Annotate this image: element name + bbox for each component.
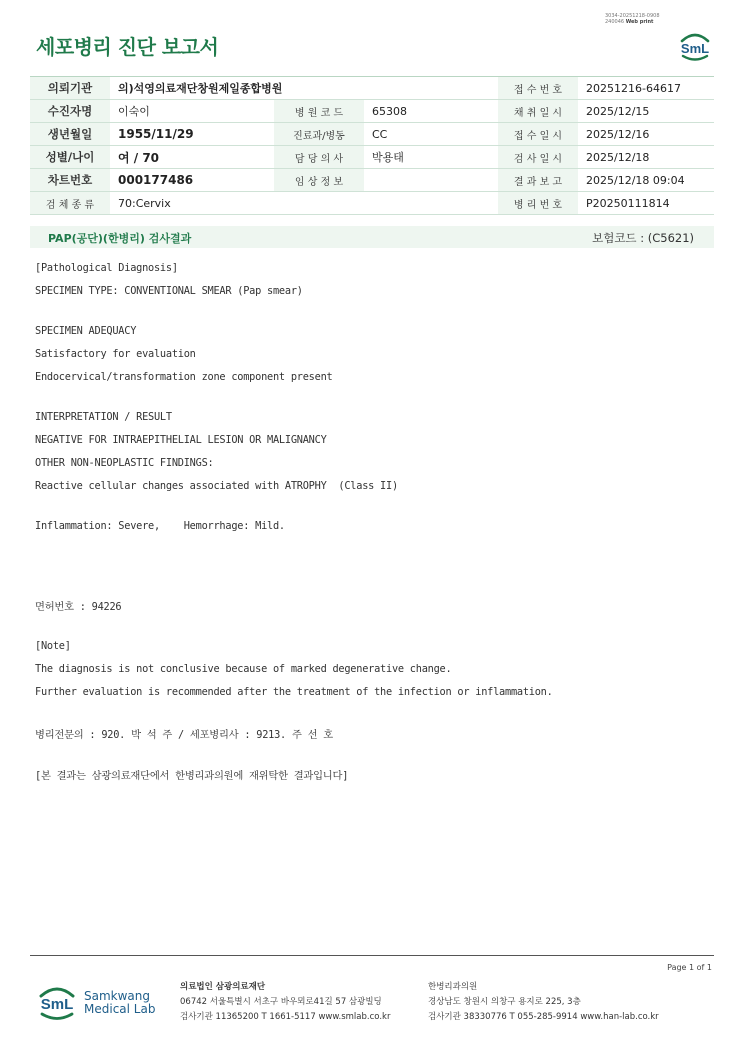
doctor-label: 담 당 의 사 <box>274 146 364 169</box>
report-line: The diagnosis is not conclusive because of marked degenerative change. <box>35 663 452 675</box>
specimen-value: 70:Cervix <box>110 192 498 215</box>
footer-divider <box>30 955 714 956</box>
requester-value: 의)석영의료재단창원제일종합병원 <box>110 77 498 100</box>
receipt-no-label: 접 수 번 호 <box>498 77 578 100</box>
footer-org-samkwang <box>180 980 390 1025</box>
chart-no-label: 차트번호 <box>30 169 110 192</box>
collection-date-label: 채 취 일 시 <box>498 100 578 123</box>
collection-date-value: 2025/12/15 <box>578 100 714 123</box>
hospital-code-value: 65308 <box>364 100 498 123</box>
org1-contact: 검사기관 11365200 T 1661-5117 www.smlab.co.kr <box>180 1012 391 1022</box>
path-no-value: P20250111814 <box>578 192 714 215</box>
clinical-info-value <box>364 169 498 192</box>
org1-address: 06742 서울특별시 서초구 바우뫼로41길 57 삼광빌딩 <box>180 997 382 1007</box>
exam-date-value: 2025/12/18 <box>578 146 714 169</box>
path-no-label: 병 리 번 호 <box>498 192 578 215</box>
print-code: 3034-20251218-0908 <box>605 13 660 19</box>
report-line: Inflammation: Severe, Hemorrhage: Mild. <box>35 520 285 532</box>
info-row <box>30 146 714 169</box>
samkwang-logo-text: SmL <box>40 996 74 1013</box>
hospital-code-label: 병 원 코 드 <box>274 100 364 123</box>
report-title: 세포병리 진단 보고서 <box>36 35 219 59</box>
brand-line-2: Medical Lab <box>84 1002 156 1016</box>
requester-label: 의뢰기관 <box>30 77 110 100</box>
report-line: INTERPRETATION / RESULT <box>35 411 172 423</box>
sex-age-value: 여 / 70 <box>110 146 274 169</box>
receipt-date-label: 접 수 일 시 <box>498 123 578 146</box>
report-line: Endocervical/transformation zone component present <box>35 371 333 383</box>
samkwang-logo-icon <box>36 980 78 1024</box>
referral-note: [본 결과는 삼광의료재단에서 한병리과의원에 재위탁한 결과입니다] <box>35 770 349 782</box>
info-row <box>30 192 714 215</box>
dob-value: 1955/11/29 <box>110 123 274 146</box>
receipt-date-value: 2025/12/16 <box>578 123 714 146</box>
footer-org-hanlab <box>428 980 659 1025</box>
patient-label: 수진자명 <box>30 100 110 123</box>
patient-value: 이숙이 <box>110 100 274 123</box>
dept-label: 진료과/병동 <box>274 123 364 146</box>
report-line: SPECIMEN ADEQUACY <box>35 325 137 337</box>
sml-logo-text: SmL <box>680 41 710 56</box>
report-line: Satisfactory for evaluation <box>35 348 196 360</box>
info-row <box>30 123 714 146</box>
footer-brand <box>84 990 155 1016</box>
print-mode: Web print <box>625 19 654 25</box>
sex-age-label: 성별/나이 <box>30 146 110 169</box>
print-sub <box>605 19 660 25</box>
org2-name: 한병리과의원 <box>428 982 478 992</box>
report-line: OTHER NON-NEOPLASTIC FINDINGS: <box>35 457 214 469</box>
report-line: [Pathological Diagnosis] <box>35 262 178 274</box>
info-row <box>30 77 714 100</box>
info-row <box>30 100 714 123</box>
receipt-no-value: 20251216-64617 <box>578 77 714 100</box>
patient-info-table <box>30 76 714 215</box>
report-line: Reactive cellular changes associated with ATROPHY (Class II) <box>35 480 398 492</box>
dept-value: CC <box>364 123 498 146</box>
org1-name: 의료법인 삼광의료재단 <box>180 982 266 992</box>
license-number: 면허번호 : 94226 <box>35 601 122 613</box>
dob-label: 생년월일 <box>30 123 110 146</box>
insurance-code: 보험코드 : (C5621) <box>592 231 694 245</box>
clinical-info-label: 임 상 정 보 <box>274 169 364 192</box>
print-sub-code: 240046 <box>605 19 625 25</box>
specimen-label: 검 체 종 류 <box>30 192 110 215</box>
result-report-label: 결 과 보 고 <box>498 169 578 192</box>
report-line: [Note] <box>35 640 71 652</box>
result-section-header <box>30 226 714 248</box>
report-line: NEGATIVE FOR INTRAEPITHELIAL LESION OR MALIGNANCY <box>35 434 327 446</box>
sml-logo-icon <box>676 30 714 62</box>
pathologist-signature-line: 병리전문의 : 920. 박 석 주 / 세포병리사 : 9213. 주 선 호 <box>35 729 333 741</box>
doctor-value: 박용태 <box>364 146 498 169</box>
brand-line-1: Samkwang <box>84 989 150 1003</box>
print-meta <box>605 13 660 25</box>
report-line: Further evaluation is recommended after the treatment of the infection or inflammation. <box>35 686 553 698</box>
exam-date-label: 검 사 일 시 <box>498 146 578 169</box>
org2-contact: 검사기관 38330776 T 055-285-9914 www.han-lab.co.kr <box>428 1012 659 1022</box>
report-line: SPECIMEN TYPE: CONVENTIONAL SMEAR (Pap smear) <box>35 285 303 297</box>
result-report-value: 2025/12/18 09:04 <box>578 169 714 192</box>
chart-no-value: 000177486 <box>110 169 274 192</box>
org2-address: 경상남도 창원시 의창구 용지로 225, 3층 <box>428 997 581 1007</box>
info-row <box>30 169 714 192</box>
page-number: Page 1 of 1 <box>667 963 712 972</box>
section-title: PAP(공단)(한병리) 검사결과 <box>48 232 192 245</box>
